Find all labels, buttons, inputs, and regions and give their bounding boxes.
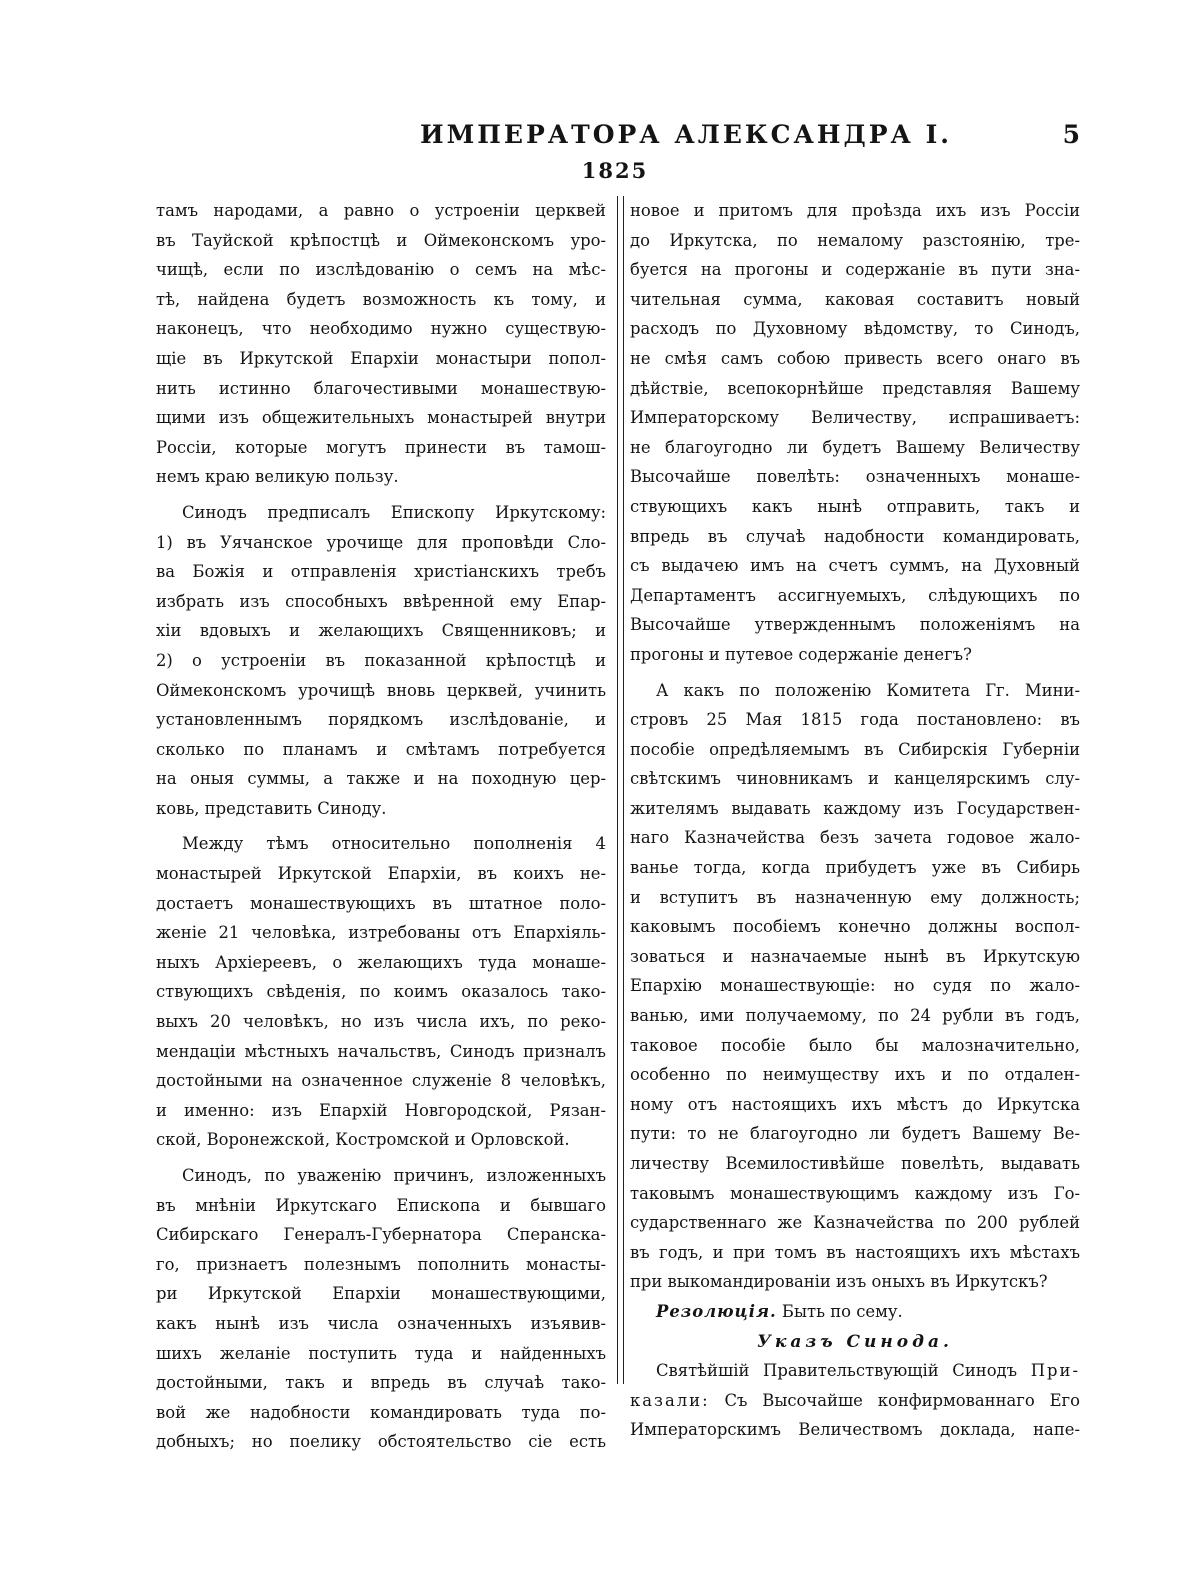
page-header [150, 120, 1080, 160]
text-line: не смѣя самъ собою привесть всего онаго въ [630, 348, 1080, 368]
text-line: тѣ, найдена будетъ возможность къ тому, и [156, 289, 606, 309]
text-line: шихъ желаніе поступить туда и найденныхъ [156, 1343, 606, 1363]
text-line: особенно по неимуществу ихъ и по отдален- [630, 1065, 1080, 1085]
text-line: зоваться и назначаемые нынѣ въ Иркутскую [630, 946, 1080, 966]
text-line: щими изъ общежительныхъ монастырей внутри [156, 408, 606, 428]
text-line [630, 1386, 1080, 1416]
text-line: въ Тауйской крѣпостцѣ и Оймеконскомъ уро- [156, 230, 606, 250]
text-line: 1) въ Уячанское урочище для проповѣди Сло- [156, 532, 606, 552]
column-divider [617, 196, 624, 1384]
text-line: буется на прогоны и содержаніе въ пути зна- [630, 260, 1080, 280]
text-line: щіе въ Иркутской Епархіи монастыри попол- [156, 348, 606, 368]
text-line: Сибирскаго Генералъ-Губернатора Сперанска- [156, 1225, 606, 1245]
text-line: ри Иркутской Епархіи монашествующими, [156, 1284, 606, 1304]
text-line: ской, Воронежской, Костромской и Орловской. [156, 1130, 570, 1150]
text-line: при выкомандированіи изъ оныхъ въ Иркутскъ? [630, 1272, 1048, 1292]
text-line: Департаментъ ассигнуемыхъ, слѣдующихъ по [630, 585, 1080, 605]
text-line: личеству Всемилостивѣйше повелѣть, выдавать [630, 1154, 1080, 1173]
text-span: При- [1030, 1361, 1080, 1381]
resolution-text: Быть по сему. [781, 1301, 903, 1321]
text-line: ванью, ими получаемому, по 24 рубли въ годъ, [630, 1006, 1080, 1026]
text-line: Между тѣмъ относительно пополненія 4 [182, 834, 606, 854]
text-line: Епархію монашествующіе: но судя по жало- [630, 976, 1080, 996]
text-line [630, 1356, 1080, 1386]
text-line: Высочайше повелѣть: означенныхъ монаше- [630, 467, 1080, 487]
text-line: наго Казначейства безъ зачета годовое жало- [630, 828, 1080, 848]
text-line: ва Божія и отправленія христіанскихъ требъ [156, 562, 606, 582]
text-line: таковое пособіе было бы малозначительно, [630, 1035, 1080, 1055]
text-line: чительная сумма, каковая составитъ новый [630, 289, 1080, 309]
text-line: и именно: изъ Епархій Новгородской, Рязан- [156, 1100, 606, 1120]
text-line: достойными, такъ и впредь въ случаѣ тако- [156, 1373, 606, 1393]
text-line: ному отъ настоящихъ ихъ мѣстъ до Иркутска [630, 1094, 1080, 1114]
text-line: ствующихъ свѣденія, по коимъ оказалось тако- [156, 982, 606, 1002]
right-column [630, 196, 1080, 1445]
text-line: и вступитъ въ назначенную ему должность; [630, 887, 1080, 907]
decree-title: Указъ Синода. [757, 1331, 953, 1352]
text-span: Святѣйшій Правительствующій Синодъ [656, 1361, 1018, 1381]
text-line: монастырей Иркутской Епархіи, въ коихъ не- [156, 864, 606, 884]
text-line: въ мнѣніи Иркутскаго Епископа и бывшаго [156, 1195, 606, 1215]
text-line: А какъ по положенію Комитета Гг. Мини- [656, 680, 1080, 700]
running-title: ИМПЕРАТОРА АЛЕКСАНДРА I. [420, 120, 952, 149]
left-paragraph-3 [156, 829, 606, 1155]
text-line: на оныя суммы, а также и на походную цер- [156, 769, 606, 789]
text-line: Императорскому Величеству, испрашиваетъ: [630, 408, 1080, 428]
text-line: вой же надобности командировать туда по- [156, 1402, 606, 1422]
text-line: стровъ 25 Мая 1815 года постановлено: въ [630, 710, 1080, 730]
text-line: новое и притомъ для проѣзда ихъ изъ Россіи [630, 201, 1080, 220]
text-line: ванье тогда, когда прибудетъ уже въ Сибирь [630, 858, 1080, 878]
text-line: не благоугодно ли будетъ Вашему Величеству [630, 437, 1080, 457]
text-line: тамъ народами, а равно о устроеніи церквей [156, 201, 606, 220]
text-line: 2) о устроеніи въ показанной крѣпостцѣ и [156, 650, 606, 670]
left-paragraph-2 [156, 498, 606, 824]
text-line: ныхъ Архіереевъ, о желающихъ туда монаше- [156, 952, 606, 972]
text-line: достаетъ монашествующихъ въ штатное поло- [156, 893, 606, 913]
text-line: Высочайше утвержденнымъ положеніямъ на [630, 615, 1080, 635]
text-line: женіе 21 человѣка, изтребованы отъ Епархіяль- [156, 923, 606, 943]
text-line: мендаціи мѣстныхъ начальствъ, Синодъ призналъ [156, 1041, 606, 1061]
text-line: какъ нынѣ изъ числа означенныхъ изъявив- [156, 1313, 606, 1333]
text-line: выхъ 20 человѣкъ, но изъ числа ихъ, по реко- [156, 1012, 606, 1032]
left-column [156, 196, 606, 1457]
text-line: пособіе опредѣляемымъ въ Сибирскія Губерніи [630, 739, 1080, 759]
right-paragraph-2 [630, 676, 1080, 1297]
resolution-label: Резолюція. [656, 1301, 777, 1321]
text-line: добныхъ; но поелику обстоятельство сіе есть [156, 1432, 606, 1452]
text-span: Съ Высочайше конфирмованнаго Его [724, 1390, 1080, 1410]
text-line: расходъ по Духовному вѣдомству, то Синодъ, [630, 319, 1080, 339]
right-paragraph-1 [630, 196, 1080, 670]
text-line: Императорскимъ Величествомъ доклада, напе- [630, 1420, 1080, 1440]
text-line: хіи вдовыхъ и желающихъ Священниковъ; и [156, 621, 606, 641]
text-line: чищѣ, если по изслѣдованію о семъ на мѣс- [156, 260, 606, 280]
text-line: Россіи, которые могутъ принести въ тамош- [156, 437, 606, 457]
text-line: ствующихъ какъ нынѣ отправить, такъ и [630, 496, 1080, 516]
text-line: впредь въ случаѣ надобности командировать, [630, 526, 1080, 546]
text-line: наконецъ, что необходимо нужно существую- [156, 319, 606, 339]
text-line: съ выдачею имъ на счетъ суммъ, на Духовный [630, 556, 1080, 576]
text-line: Оймеконскомъ урочищѣ вновь церквей, учинить [156, 680, 606, 700]
text-line: дѣйствіе, всепокорнѣйше представляя Вашему [630, 378, 1080, 398]
text-line: установленнымъ порядкомъ изслѣдованіе, и [156, 710, 606, 730]
text-line: жителямъ выдавать каждому изъ Государствен- [630, 798, 1080, 818]
resolution-line [630, 1297, 1080, 1327]
text-line: въ годъ, и при томъ въ настоящихъ ихъ мѣстахъ [630, 1242, 1080, 1262]
page-number: 5 [1062, 120, 1080, 149]
text-line: избрать изъ способныхъ ввѣренной ему Епар- [156, 591, 606, 611]
text-line: до Иркутска, по немалому разстоянію, тре- [630, 230, 1080, 250]
year-heading: 1825 [581, 158, 649, 183]
text-span: казали: [630, 1390, 710, 1410]
text-line: достойными на означенное служеніе 8 человѣкъ, [156, 1071, 606, 1091]
text-line: каковымъ пособіемъ конечно должны воспол- [630, 917, 1080, 937]
left-paragraph-1 [156, 196, 606, 492]
text-line: го, признаетъ полезнымъ пополнить монасты- [156, 1254, 606, 1274]
text-line: нить истинно благочестивыми монашествую- [156, 378, 606, 398]
text-line: сколько по планамъ и смѣтамъ потребуется [156, 739, 606, 759]
text-line: таковымъ монашествующимъ каждому изъ Го- [630, 1183, 1080, 1203]
decree-heading-line [630, 1327, 1080, 1357]
text-line: свѣтскимъ чиновникамъ и канцелярскимъ слу- [630, 769, 1080, 789]
text-line: ковь, представить Синоду. [156, 798, 387, 818]
text-line: Синодъ, по уваженію причинъ, изложенныхъ [182, 1166, 606, 1185]
text-line: прогоны и путевое содержаніе денегъ? [630, 644, 972, 664]
left-paragraph-4 [156, 1161, 606, 1457]
text-line: сударственнаго же Казначейства по 200 рублей [630, 1213, 1080, 1233]
text-line: пути: то не благоугодно ли будетъ Вашему Ве- [630, 1124, 1080, 1144]
text-line: Синодъ предписалъ Епископу Иркутскому: [182, 502, 606, 522]
text-line: немъ краю великую пользу. [156, 467, 399, 487]
right-paragraph-3 [630, 1356, 1080, 1445]
